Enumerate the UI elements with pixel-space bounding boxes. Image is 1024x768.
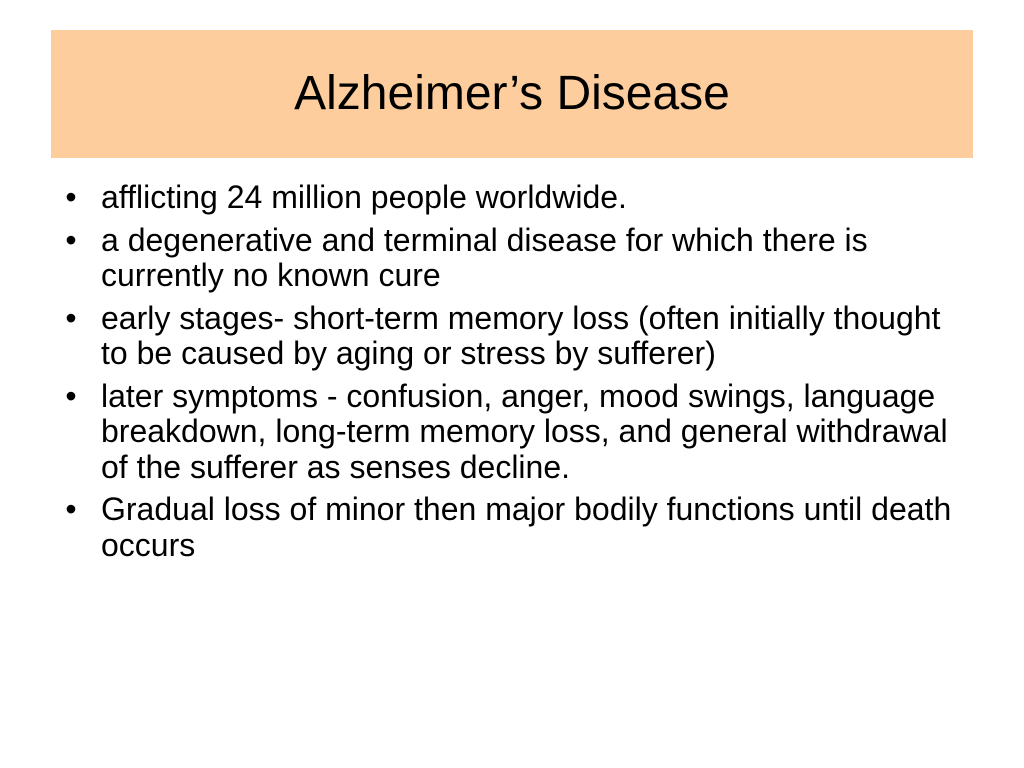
- title-banner: [51, 30, 973, 158]
- slide-title: Alzheimer’s Disease: [294, 67, 730, 120]
- bullet-list: [61, 180, 971, 570]
- bullet-dot-icon: •: [65, 221, 77, 258]
- bullet-text: Gradual loss of minor then major bodily functions until death occurs: [101, 491, 952, 563]
- bullet-text: early stages- short-term memory loss (often initially thought to be caused by aging or stress by sufferer): [101, 299, 941, 371]
- bullet-item-1: [61, 180, 971, 216]
- bullet-dot-icon: •: [65, 179, 77, 215]
- bullet-item-2: [61, 223, 971, 294]
- bullet-text: later symptoms - confusion, anger, mood swings, language breakdown, long-term memory loss, and general withdrawal of the sufferer as senses decline.: [101, 377, 948, 485]
- bullet-text: a degenerative and terminal disease for which there is currently no known cure: [101, 221, 868, 293]
- bullet-text: afflicting 24 million people worldwide.: [101, 179, 627, 215]
- bullet-dot-icon: •: [65, 377, 77, 414]
- bullet-dot-icon: •: [65, 299, 77, 336]
- bullet-item-4: [61, 379, 971, 486]
- bullet-item-3: [61, 301, 971, 372]
- bullet-dot-icon: •: [65, 491, 77, 527]
- bullet-item-5: [61, 492, 971, 563]
